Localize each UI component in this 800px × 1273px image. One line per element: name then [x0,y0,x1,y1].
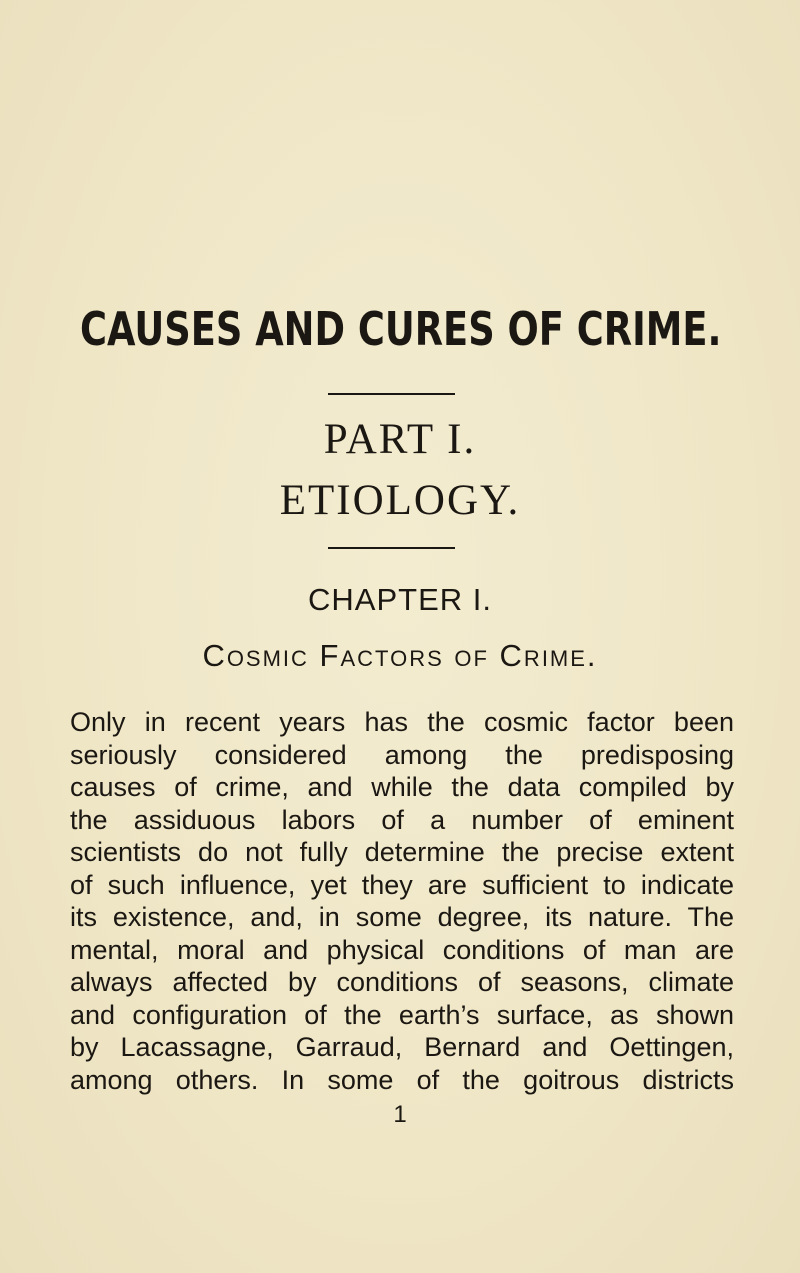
page-number: 1 [393,1101,407,1128]
chapter-label: CHAPTER I. [308,582,492,617]
body-paragraph [70,706,734,1096]
body-line: among others. In some of the goitrous districts [70,1064,734,1095]
divider-rule-top [328,393,455,395]
part-label: PART I. [323,416,477,463]
body-line: its existence, and, in some degree, its nature. The [70,902,734,932]
body-line: Only in recent years has the cosmic factor been [70,707,734,737]
divider-rule-bottom [328,547,455,549]
body-line: mental, moral and physical conditions of man are [70,934,734,965]
chapter-title: Cosmic Factors of Crime. [202,638,598,673]
body-line: always affected by conditions of seasons, climate [70,967,734,997]
body-line: and configuration of the earth’s surface, as shown [70,999,734,1030]
book-title: CAUSES AND CURES OF CRIME. [80,302,722,356]
body-line: the assiduous labors of a number of eminent [70,804,734,835]
body-line: by Lacassagne, Garraud, Bernard and Oettingen, [70,1032,734,1062]
body-line: of such influence, yet they are sufficient to indicate [70,869,734,900]
body-line: scientists do not fully determine the precise extent [70,837,734,867]
body-line: causes of crime, and while the data compiled by [70,772,734,802]
part-title: ETIOLOGY. [279,477,521,524]
body-line: seriously considered among the predisposing [70,739,734,770]
